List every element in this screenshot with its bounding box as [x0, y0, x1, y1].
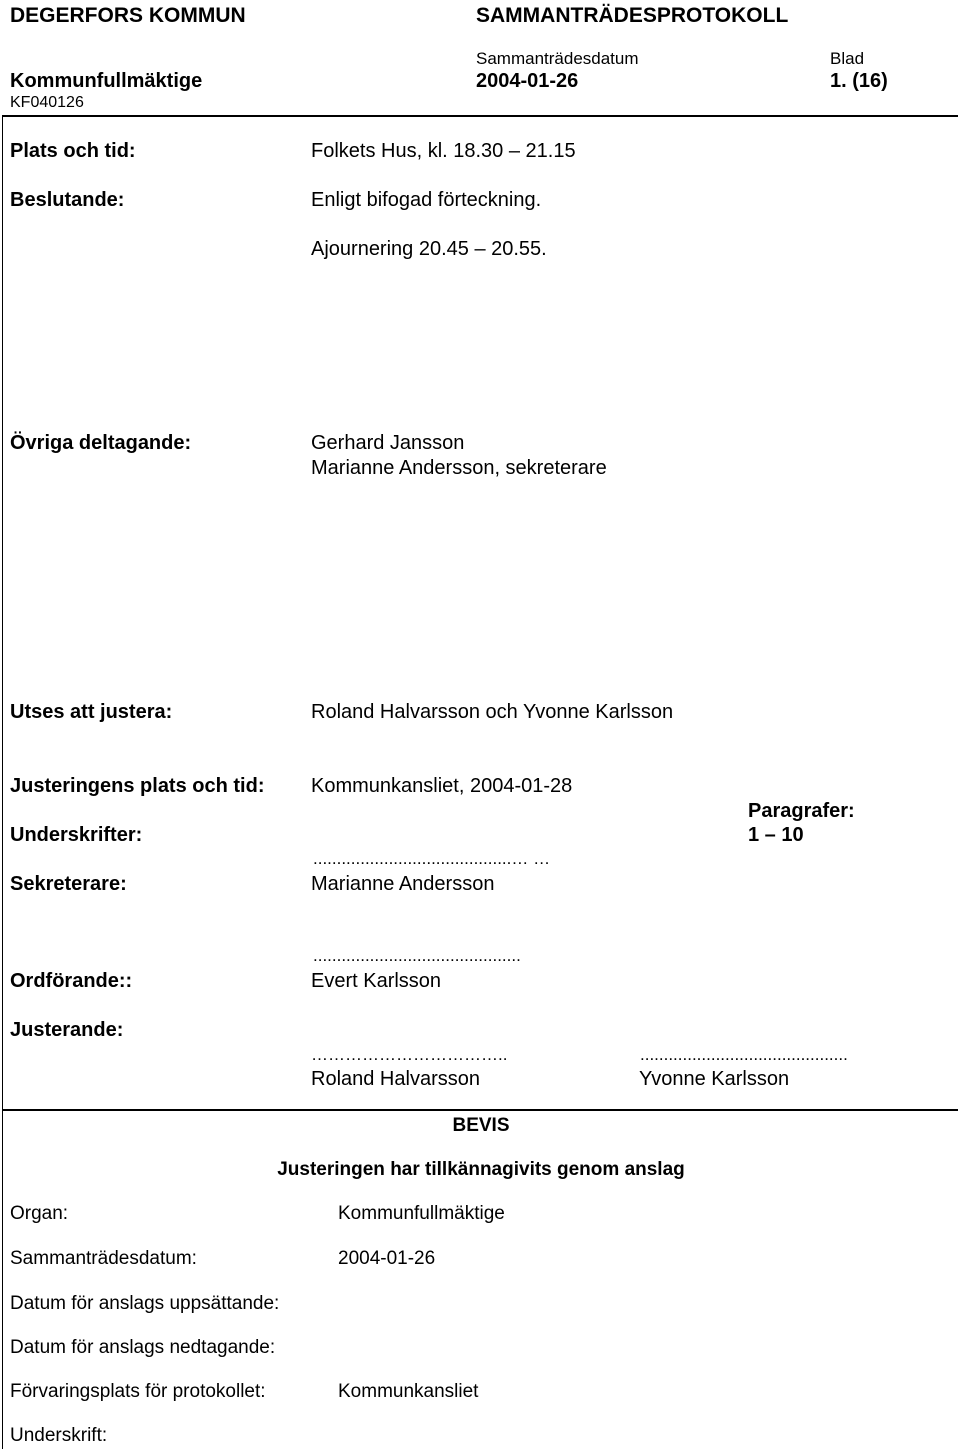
page-number: 1. (16) [830, 70, 888, 92]
adjournment-note: Ajournering 20.45 – 20.55. [311, 238, 547, 260]
paragraphs-label: Paragrafer: [748, 800, 855, 822]
adjuster1-name: Roland Halvarsson [311, 1068, 480, 1090]
bevis-title: BEVIS [452, 1115, 510, 1136]
chair-signature-line: ............................................ [313, 946, 521, 965]
deciding-value: Enligt bifogad förteckning. [311, 189, 542, 211]
bevis-storage-label: Förvaringsplats för protokollet: [10, 1381, 266, 1402]
adjust-place-value: Kommunkansliet, 2004-01-28 [311, 775, 573, 797]
date-label: Sammanträdesdatum [476, 49, 639, 68]
adjusting-label: Justerande: [10, 1019, 124, 1041]
secretary-name: Marianne Andersson [311, 873, 495, 895]
secretary-label: Sekreterare: [10, 873, 127, 895]
bevis-top-border [2, 1109, 958, 1111]
deciding-label: Beslutande: [10, 189, 125, 211]
place-value: Folkets Hus, kl. 18.30 – 21.15 [311, 140, 576, 162]
adjuster2-signature-line: ............................................ [640, 1045, 848, 1064]
other-participant: Marianne Andersson, sekreterare [311, 457, 607, 479]
meeting-date: 2004-01-26 [476, 70, 579, 92]
bevis-organ-value: Kommunfullmäktige [338, 1203, 505, 1224]
bevis-posted-label: Datum för anslags uppsättande: [10, 1293, 280, 1314]
adjusters-value: Roland Halvarsson och Yvonne Karlsson [311, 701, 674, 723]
bevis-date-label: Sammanträdesdatum: [10, 1248, 197, 1269]
bevis-storage-value: Kommunkansliet [338, 1381, 479, 1402]
bevis-subtitle: Justeringen har tillkännagivits genom anslag [277, 1159, 685, 1180]
page-label: Blad [830, 49, 865, 68]
others-label: Övriga deltagande: [10, 432, 192, 454]
chair-name: Evert Karlsson [311, 970, 442, 992]
secretary-signature-line: ..........................................… … [313, 849, 551, 868]
paragraphs-value: 1 – 10 [748, 824, 804, 846]
municipality-name: DEGERFORS KOMMUN [10, 4, 246, 27]
organ-name: Kommunfullmäktige [10, 70, 203, 92]
adjusters-label: Utses att justera: [10, 701, 173, 723]
reference-code: KF040126 [10, 94, 84, 111]
document-type: SAMMANTRÄDESPROTOKOLL [476, 4, 789, 27]
box-left-border [2, 115, 3, 1110]
bevis-removed-label: Datum för anslags nedtagande: [10, 1337, 276, 1358]
other-participant: Gerhard Jansson [311, 432, 465, 454]
place-label: Plats och tid: [10, 140, 136, 162]
bevis-signature-label: Underskrift: [10, 1425, 108, 1446]
header-rule [2, 115, 958, 117]
bevis-date-value: 2004-01-26 [338, 1248, 436, 1269]
signatures-label: Underskrifter: [10, 824, 143, 846]
chair-label: Ordförande:: [10, 970, 133, 992]
adjuster2-name: Yvonne Karlsson [639, 1068, 790, 1090]
adjuster1-signature-line: …………………………….. [311, 1045, 508, 1064]
bevis-organ-label: Organ: [10, 1203, 69, 1224]
adjust-place-label: Justeringens plats och tid: [10, 775, 265, 797]
